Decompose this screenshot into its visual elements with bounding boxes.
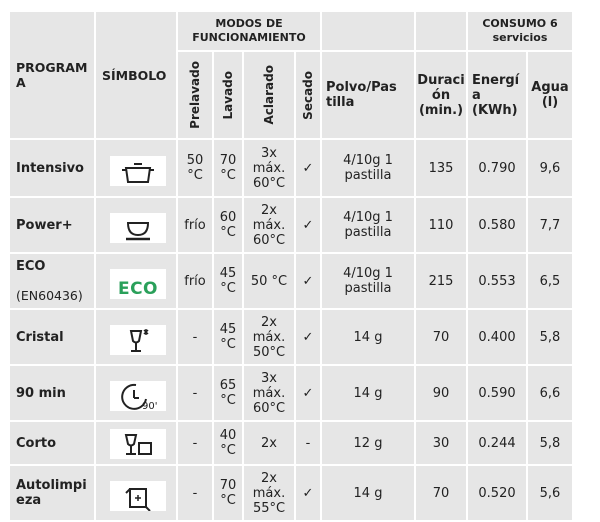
header-prelavado: Prelavado: [187, 61, 202, 129]
prelavado-value: -: [177, 309, 213, 365]
eco-icon-label: ECO: [117, 279, 159, 299]
energia-value: 0.400: [467, 309, 527, 365]
polvo-value: 14 g: [321, 365, 415, 421]
lavado-value: 45 °C: [213, 253, 243, 309]
header-energia: Energí a (KWh): [467, 51, 527, 139]
duracion-value: 70: [415, 309, 467, 365]
duracion-value: 135: [415, 139, 467, 197]
prelavado-value: -: [177, 465, 213, 521]
program-name: Power+: [9, 197, 95, 253]
table-row: [9, 309, 573, 365]
polvo-value: 4/10g 1 pastilla: [321, 253, 415, 309]
secado-value: ✓: [295, 309, 321, 365]
clock-90-icon: [110, 381, 166, 411]
secado-value: ✓: [295, 465, 321, 521]
lavado-value: 70 °C: [213, 139, 243, 197]
energia-value: 0.244: [467, 421, 527, 465]
table-row: [9, 253, 573, 309]
secado-value: ✓: [295, 139, 321, 197]
polvo-value: 12 g: [321, 421, 415, 465]
table-row: [9, 139, 573, 197]
agua-value: 6,5: [527, 253, 573, 309]
prelavado-value: frío: [177, 197, 213, 253]
glass-icon: [110, 325, 166, 355]
program-name-cell: [9, 253, 95, 309]
header-agua: Agua (l): [527, 51, 573, 139]
energia-value: 0.520: [467, 465, 527, 521]
aclarado-value: 2x máx. 60°C: [243, 197, 295, 253]
agua-value: 7,7: [527, 197, 573, 253]
agua-value: 5,6: [527, 465, 573, 521]
energia-value: 0.580: [467, 197, 527, 253]
duracion-value: 70: [415, 465, 467, 521]
header-secado: Secado: [300, 70, 315, 120]
lavado-value: 40 °C: [213, 421, 243, 465]
eco-icon: [110, 269, 166, 299]
header-polvo: Polvo/Pas tilla: [321, 51, 415, 139]
header-duracion: Duraci ón (min.): [415, 51, 467, 139]
program-name: Corto: [9, 421, 95, 465]
prelavado-value: frío: [177, 253, 213, 309]
duracion-value: 30: [415, 421, 467, 465]
polvo-value: 14 g: [321, 309, 415, 365]
header-programa: PROGRAM A: [9, 11, 95, 139]
table-row: [9, 365, 573, 421]
header-consumo: CONSUMO 6 servicios: [467, 11, 573, 51]
energia-value: 0.553: [467, 253, 527, 309]
aclarado-value: 2x máx. 50°C: [243, 309, 295, 365]
secado-value: ✓: [295, 365, 321, 421]
duracion-value: 90: [415, 365, 467, 421]
agua-value: 5,8: [527, 309, 573, 365]
self-clean-icon: [110, 481, 166, 511]
program-name: Autolimpi eza: [9, 465, 95, 521]
program-name: Intensivo: [9, 139, 95, 197]
agua-value: 9,6: [527, 139, 573, 197]
polvo-value: 4/10g 1 pastilla: [321, 139, 415, 197]
agua-value: 6,6: [527, 365, 573, 421]
table-row: [9, 465, 573, 521]
energia-value: 0.790: [467, 139, 527, 197]
table-row: [9, 197, 573, 253]
duracion-value: 110: [415, 197, 467, 253]
lavado-value: 45 °C: [213, 309, 243, 365]
pot-icon: [110, 156, 166, 186]
polvo-value: 4/10g 1 pastilla: [321, 197, 415, 253]
header-modos: MODOS DE FUNCIONAMIENTO: [177, 11, 321, 51]
aclarado-value: 50 °C: [243, 253, 295, 309]
program-name: ECO: [16, 259, 46, 274]
bowl-icon: [110, 213, 166, 243]
program-table: [8, 10, 574, 522]
prelavado-value: 50 °C: [177, 139, 213, 197]
header-simbolo: SÍMBOLO: [95, 11, 177, 139]
lavado-value: 70 °C: [213, 465, 243, 521]
lavado-value: 60 °C: [213, 197, 243, 253]
prelavado-value: -: [177, 365, 213, 421]
table-row: [9, 421, 573, 465]
header-lavado: Lavado: [220, 70, 235, 120]
polvo-value: 14 g: [321, 465, 415, 521]
program-name: 90 min: [9, 365, 95, 421]
program-subtitle: (EN60436): [16, 288, 83, 303]
aclarado-value: 2x máx. 55°C: [243, 465, 295, 521]
energia-value: 0.590: [467, 365, 527, 421]
secado-value: ✓: [295, 253, 321, 309]
glass-cup-icon: [110, 429, 166, 459]
program-name: Cristal: [9, 309, 95, 365]
secado-value: -: [295, 421, 321, 465]
secado-value: ✓: [295, 197, 321, 253]
aclarado-value: 3x máx. 60°C: [243, 365, 295, 421]
agua-value: 5,8: [527, 421, 573, 465]
prelavado-value: -: [177, 421, 213, 465]
duracion-value: 215: [415, 253, 467, 309]
aclarado-value: 3x máx. 60°C: [243, 139, 295, 197]
lavado-value: 65 °C: [213, 365, 243, 421]
clock-90-label: 90': [142, 401, 158, 411]
aclarado-value: 2x: [243, 421, 295, 465]
header-aclarado: Aclarado: [261, 65, 276, 125]
